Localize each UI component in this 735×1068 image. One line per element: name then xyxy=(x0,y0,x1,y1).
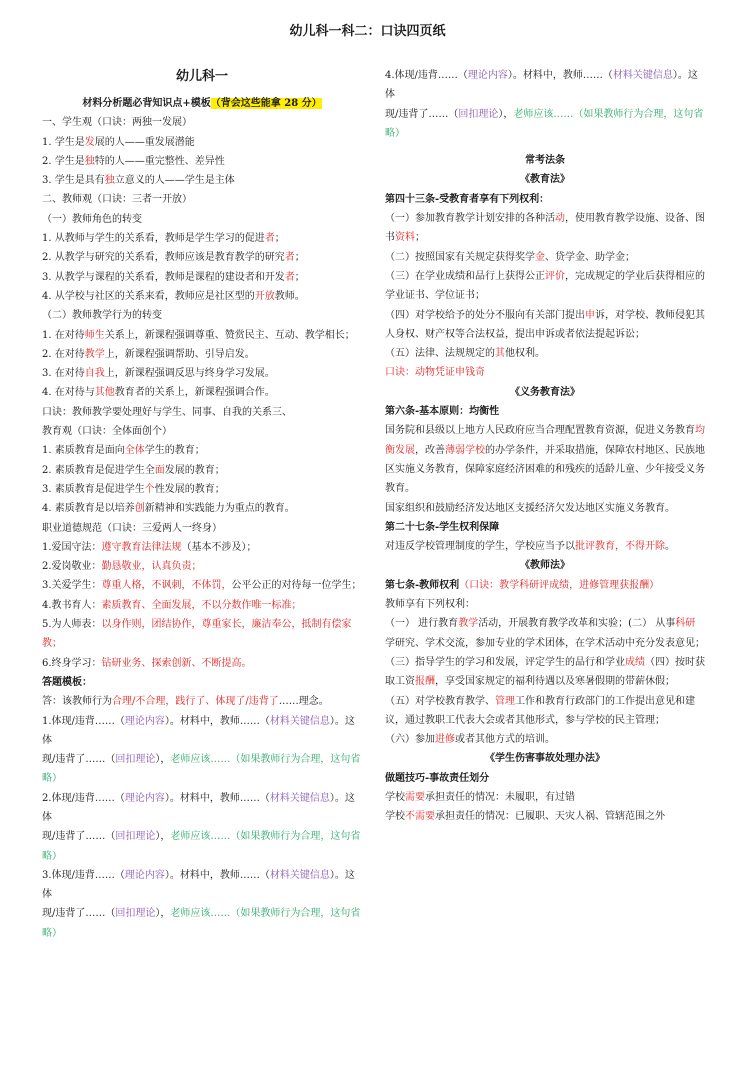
compulsory-law-title: 《义务教育法》 xyxy=(510,386,580,398)
injury-line-2: 学校不需要承担责任的情况：已履职、天灾人祸、管辖范围之外 xyxy=(385,811,665,823)
compulsory-law-para-1: 国务院和县级以上地方人民政府应当合理配置教育资源，促进义务教育均衡发展，改善薄弱学校的办学条件，并采取措施，保障农村地区、民族地区实施义务教育，保障家庭经济困难的和残疾的适龄儿童、少年接受义务教育。 xyxy=(385,425,705,495)
edu-view-item-4: 4. 素质教育是以培养创新精神和实践能力为重点的教育。 xyxy=(42,503,295,515)
left-column xyxy=(42,66,362,943)
student-view-item-2: 2. 学生是独特的人——重完整性、差异性 xyxy=(42,155,225,167)
edu-law-item-5: （五）法律、法规规定的其他权利。 xyxy=(385,348,545,360)
template-title: 答题模板： xyxy=(42,676,92,688)
template-item-1: 1.体现/违背……（理论内容）。材料中，教师……（材料关键信息）。这体 现/违背了……（回扣理论），老师应该……（如果教师行为合理，这句省略） xyxy=(42,715,361,785)
teacher-behavior-1: 1. 在对待师生关系上，新课程强调尊重、赞赏民主、互动、教学相长； xyxy=(42,329,355,341)
template-item-4: 4.体现/违背……（理论内容）。材料中，教师……（材料关键信息）。这体 现/违背了……（回扣理论），老师应该……（如果教师行为合理，这句省略） xyxy=(385,70,704,139)
edu-law-item-4: （四）对学校给予的处分不服向有关部门提出申诉，对学校、教师侵犯其人身权、财产权等合法权益，提出申诉或者依法提起诉讼； xyxy=(385,309,705,340)
compulsory-law-article-27: 第二十七条-学生权利保障 xyxy=(385,521,500,533)
edu-law-item-3: （三）在学业成绩和品行上获得公正评价，完成规定的学业后获得相应的学业证书、学位证书； xyxy=(385,270,705,302)
teacher-behavior-3: 3. 在对待自我上，新课程强调反思与终身学习发展。 xyxy=(42,368,275,380)
ethics-item-1: 1.爱国守法：遵守教育法律法规（基本不涉及）； xyxy=(42,541,257,553)
teacher-behavior-mnemonic: 口诀：教师教学要处理好与学生、同事、自我的关系三、 xyxy=(42,406,292,418)
ethics-item-3: 3.关爱学生：尊重人格，不讽刺，不体罚，公平公正的对待每一位学生； xyxy=(42,580,362,592)
template-item-2: 2.体现/违背……（理论内容）。材料中，教师……（材料关键信息）。这体 现/违背了……（回扣理论），老师应该……（如果教师行为合理，这句省略） xyxy=(42,792,361,862)
injury-line-1: 学校需要承担责任的情况：未履职，有过错 xyxy=(385,791,575,803)
ethics-item-4: 4.教书育人：素质教育、全面发展，不以分数作唯一标准； xyxy=(42,599,302,611)
edu-view-title: 教育观（口诀：全体面创个） xyxy=(42,426,172,438)
student-view-title: 一、学生观（口诀：两独一发展） xyxy=(42,117,192,129)
edu-view-item-1: 1. 素质教育是面向全体学生的教育； xyxy=(42,445,205,457)
injury-tip: 做题技巧-事故责任划分 xyxy=(385,772,490,784)
teacher-law-item-1: （一） 进行教育教学活动，开展教育教学改革和实验；(二） 从事科研学研究、学术交流，参加专业的学术团体，在学术活动中充分发表意见； xyxy=(385,618,705,649)
injury-title: 《学生伤害事故处理办法》 xyxy=(485,753,605,765)
law-section-title: 常考法条 xyxy=(525,155,565,167)
teacher-behavior-4: 4. 在对待与其他教育者的关系上，新课程强调合作。 xyxy=(42,387,275,399)
teacher-view-title: 二、教师观（口诀：三者一开放） xyxy=(42,194,192,206)
teacher-role-4: 4. 从学校与社区的关系来看，教师应是社区型的开放教师。 xyxy=(42,290,305,302)
heading-main: 材料分析题必背知识点+模板 xyxy=(82,98,211,109)
edu-law-title: 《教育法》 xyxy=(520,174,570,186)
edu-law-item-2: （二）按照国家有关规定获得奖学金、贷学金、助学金； xyxy=(385,251,635,263)
teacher-law-title: 《教师法》 xyxy=(520,560,570,572)
teacher-law-item-6: （六）参加进修或者其他方式的培训。 xyxy=(385,734,555,746)
compulsory-law-para-2: 国家组织和鼓励经济发达地区支援经济欠发达地区实施义务教育。 xyxy=(385,502,675,514)
compulsory-law-para-3: 对违反学校管理制度的学生，学校应当予以批评教育，不得开除。 xyxy=(385,541,675,553)
teacher-law-intro: 教师享有下列权利： xyxy=(385,599,475,611)
teacher-role-3: 3. 从教学与课程的关系看，教师是课程的建设者和开发者； xyxy=(42,271,305,283)
teacher-role-title: （一）教师角色的转变 xyxy=(42,213,142,225)
right-column xyxy=(385,66,705,827)
teacher-role-1: 1. 从教师与学生的关系看，教师是学生学习的促进者； xyxy=(42,233,285,245)
material-heading xyxy=(42,94,362,113)
ethics-item-5: 5.为人师表：以身作则，团结协作，尊重家长，廉洁奉公，抵制有偿家教； xyxy=(42,619,352,650)
edu-view-item-3: 3. 素质教育是促进学生个性发展的教育； xyxy=(42,483,225,495)
ethics-item-2: 2.爱岗敬业：勤恳敬业，认真负责； xyxy=(42,561,202,573)
teacher-behavior-title: （二）教师教学行为的转变 xyxy=(42,310,162,322)
template-item-3: 3.体现/违背……（理论内容）。材料中，教师……（材料关键信息）。这体 现/违背了……（回扣理论），老师应该……（如果教师行为合理，这句省略） xyxy=(42,869,361,939)
ethics-item-6: 6.终身学习：钻研业务、探索创新、不断提高。 xyxy=(42,657,252,669)
teacher-role-2: 2. 从教学与研究的关系看，教师应该是教育教学的研究者； xyxy=(42,252,305,264)
teacher-law-item-5: （五）对学校教育教学、管理工作和教育行政部门的工作提出意见和建议，通过教职工代表大会或者其他形式，参与学校的民主管理； xyxy=(385,695,695,726)
student-view-item-1: 1. 学生是发展的人——重发展潜能 xyxy=(42,136,195,148)
ethics-title: 职业道德规范（口诀：三爱两人一终身） xyxy=(42,522,222,534)
heading-highlight: （背会这些能拿 28 分） xyxy=(210,98,322,109)
document-title: 幼儿科一科二：口诀四页纸 xyxy=(289,24,446,39)
teacher-law-item-3: （三）指导学生的学习和发展，评定学生的品行和学业成绩（四）按时获取工资报酬，享受国家规定的福利待遇以及寒暑假期的带薪休假； xyxy=(385,656,705,688)
edu-view-item-2: 2. 素质教育是促进学生全面发展的教育； xyxy=(42,464,225,476)
edu-law-mnemonic: 口诀：动物凭证申钱奇 xyxy=(385,367,485,379)
teacher-behavior-2: 2. 在对待教学上，新课程强调帮助、引导启发。 xyxy=(42,348,255,360)
section-title-kinder1: 幼儿科一 xyxy=(175,69,228,84)
edu-law-article-43: 第四十三条-受教育者享有下列权利： xyxy=(385,193,550,205)
edu-law-item-1: （一）参加教育教学计划安排的各种活动，使用教育教学设施、设备、图书资料； xyxy=(385,213,705,244)
teacher-law-article-7: 第七条-教师权利（口诀：教学科研评成绩，进修管理获报酬） xyxy=(385,579,660,591)
student-view-item-3: 3. 学生是具有独立意义的人——学生是主体 xyxy=(42,175,235,187)
template-intro: 答：该教师行为合理/不合理，践行了、体现了/违背了……理念。 xyxy=(42,696,329,708)
compulsory-law-article-6: 第六条-基本原则：均衡性 xyxy=(385,406,500,418)
